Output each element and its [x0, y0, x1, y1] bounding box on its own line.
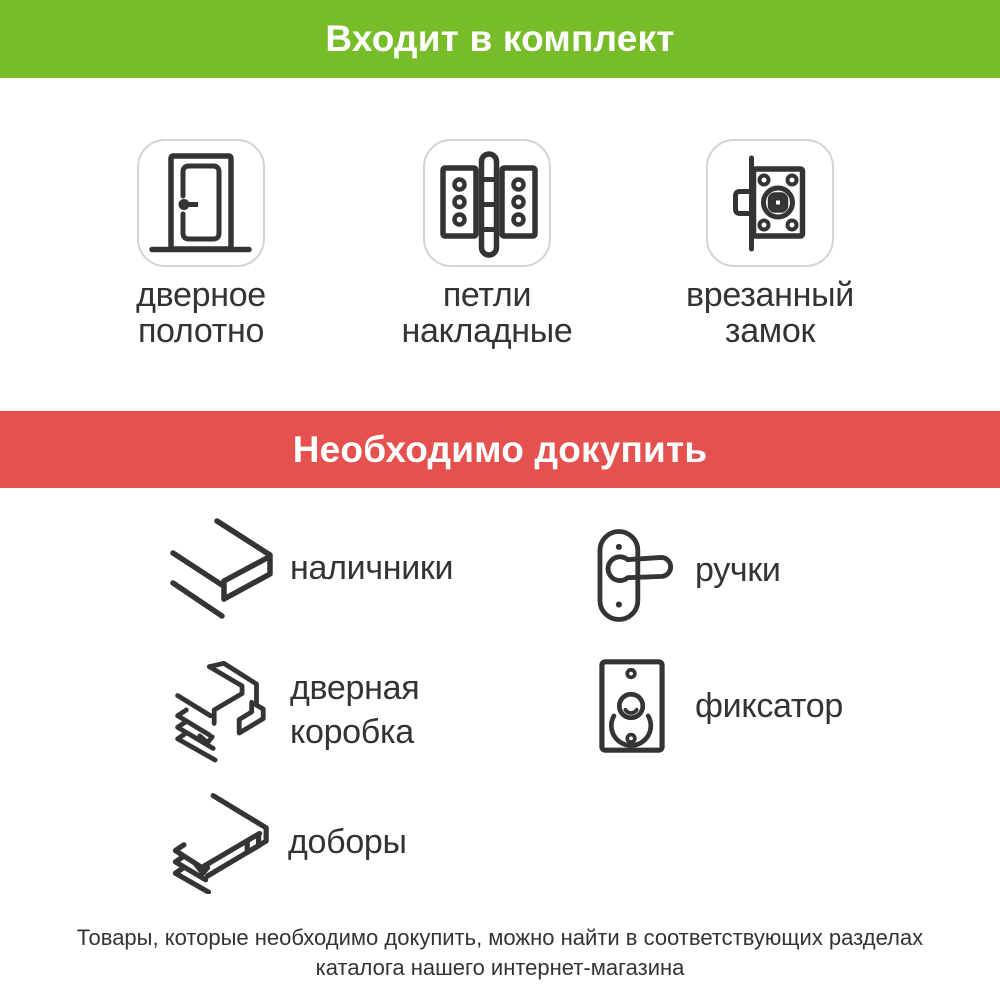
- footer-line: Товары, которые необходимо докупить, можно найти в соответствующих разделах: [76, 925, 924, 950]
- label-line: накладные: [401, 312, 573, 350]
- included-card-hinges: [423, 139, 551, 267]
- label-line: полотно: [137, 312, 265, 350]
- label-line: дверное: [136, 276, 266, 314]
- included-label-door-leaf: [71, 277, 331, 349]
- included-section-header: [0, 0, 1000, 78]
- door-handle-icon: [596, 527, 684, 624]
- label-line: фиксатор: [695, 687, 843, 725]
- label-line: петли: [442, 276, 532, 314]
- architrave-icon: [170, 518, 275, 623]
- thumb-turn-latch-icon: [599, 659, 665, 753]
- label-line: врезанный: [686, 276, 854, 314]
- label-line: наличники: [290, 549, 454, 587]
- included-card-door-leaf: [137, 139, 265, 267]
- buy-label-latch: [695, 684, 843, 728]
- label-line: доборы: [288, 823, 407, 861]
- buy-section-title: Необходимо докупить: [292, 428, 708, 470]
- footer-line: каталога нашего интернет-магазина: [315, 955, 685, 980]
- buy-label-handles: [695, 548, 781, 592]
- buy-label-architraves: [290, 546, 453, 590]
- extension-board-icon: [164, 790, 270, 894]
- footer-note: [0, 923, 1000, 983]
- buy-label-door-frame: [290, 666, 419, 754]
- included-card-mortise-lock: [706, 139, 834, 267]
- hinge-icon: [425, 141, 553, 269]
- mortise-lock-icon: [708, 141, 836, 269]
- buy-label-extension-boards: [288, 820, 407, 864]
- label-line: ручки: [695, 551, 781, 589]
- included-section-title: Входит в комплект: [325, 18, 675, 59]
- buy-section-header: [0, 411, 1000, 488]
- label-line: дверная: [290, 669, 420, 707]
- included-label-mortise-lock: [640, 277, 900, 349]
- label-line: замок: [724, 312, 816, 350]
- included-label-hinges: [357, 277, 617, 349]
- door-leaf-icon: [139, 141, 267, 269]
- label-line: коробка: [290, 713, 414, 751]
- door-frame-icon: [168, 655, 269, 763]
